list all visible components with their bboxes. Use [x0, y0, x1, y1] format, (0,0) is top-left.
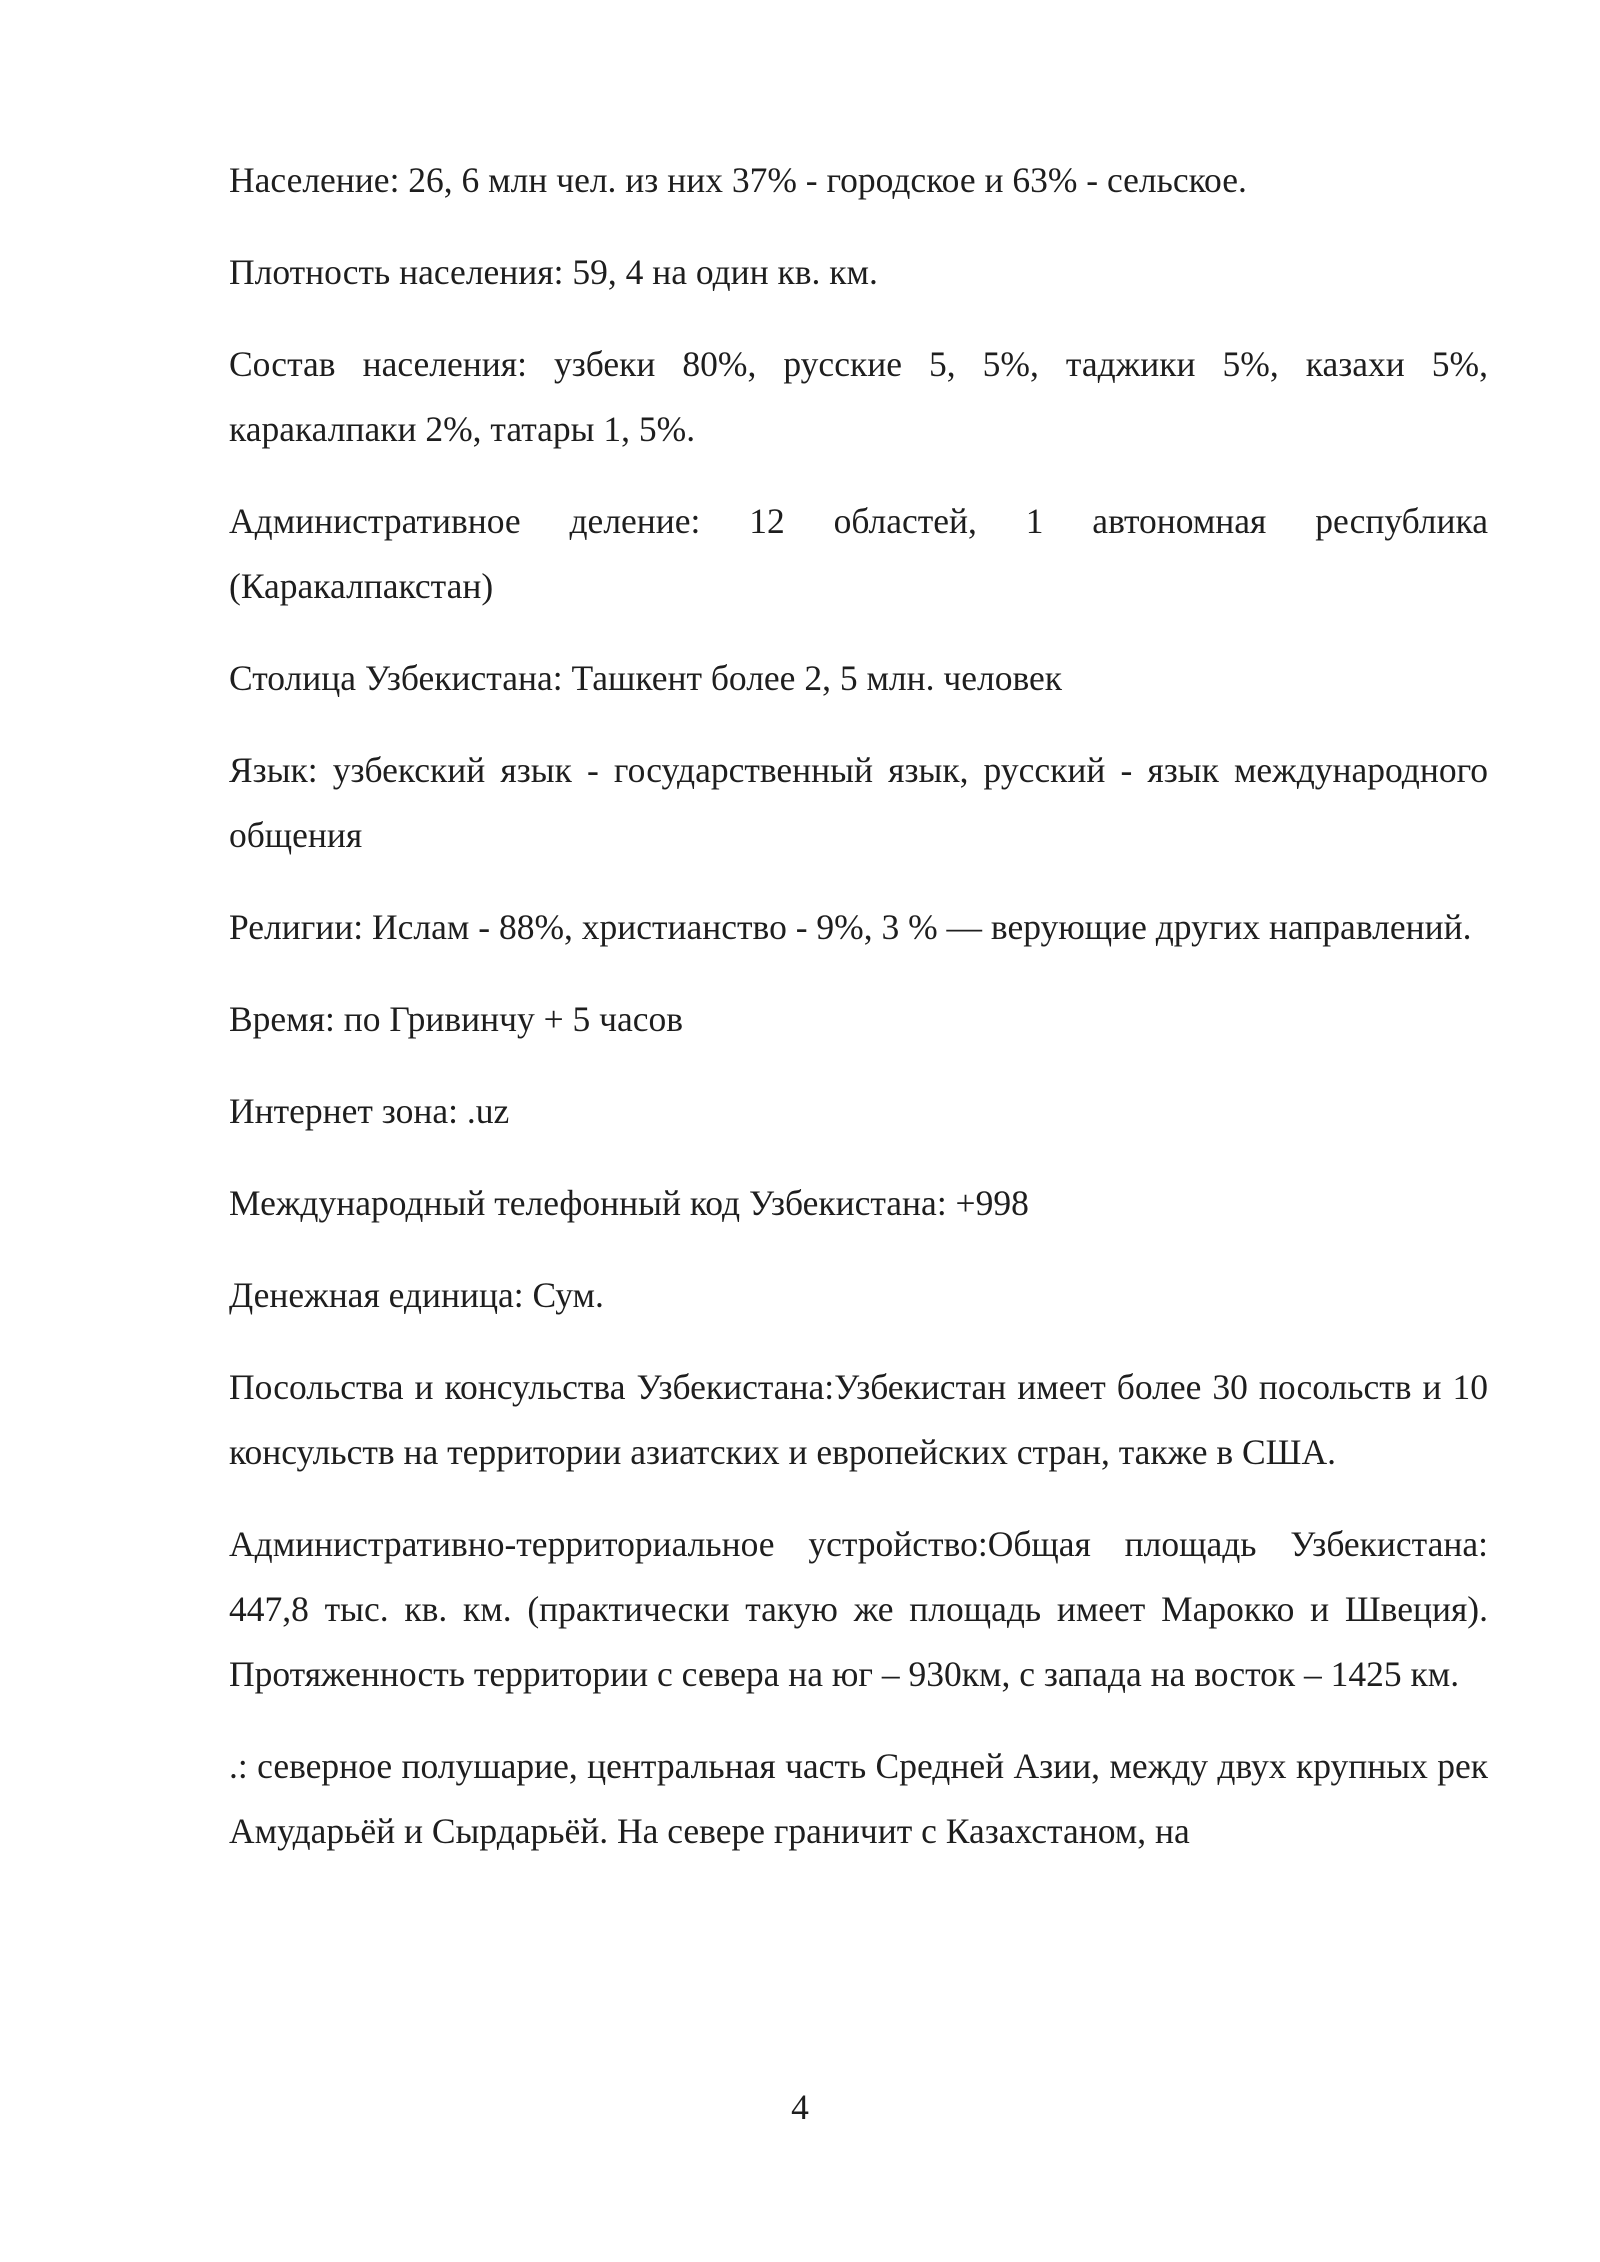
- paragraph-composition: Состав населения: узбеки 80%, русские 5, 5%, таджики 5%, казахи 5%, каракалпаки 2%, татары 1, 5%.: [229, 344, 1488, 449]
- paragraph-embassies: Посольства и консульства Узбекистана:Узбекистан имеет более 30 посольств и 10 консульств на территории азиатских и европейских стран, также в США.: [229, 1367, 1488, 1472]
- paragraph-capital: Столица Узбекистана: Ташкент более 2, 5 млн. человек: [229, 658, 1063, 698]
- paragraph-language: Язык: узбекский язык - государственный язык, русский - язык международного общения: [229, 750, 1488, 855]
- paragraph-religion: Религии: Ислам - 88%, христианство - 9%, 3 % — верующие других направлений.: [229, 907, 1472, 947]
- page-body: [229, 148, 1488, 1891]
- paragraph-density: Плотность населения: 59, 4 на один кв. км.: [229, 252, 878, 292]
- page-number: 4: [791, 2087, 809, 2127]
- paragraph-phone-code: Международный телефонный код Узбекистана: +998: [229, 1183, 1029, 1223]
- paragraph-administrative-division: Административное деление: 12 областей, 1 автономная республика (Каракалпакстан): [229, 501, 1488, 606]
- paragraph-population: Население: 26, 6 млн чел. из них 37% - городское и 63% - сельское.: [229, 160, 1247, 200]
- paragraph-time: Время: по Гривинчу + 5 часов: [229, 999, 684, 1039]
- paragraph-currency: Денежная единица: Сум.: [229, 1275, 604, 1315]
- paragraph-location: .: северное полушарие, центральная часть Средней Азии, между двух крупных рек Амударьёй и Сырдарьёй. На севере граничит с Казахстаном, на: [229, 1746, 1488, 1851]
- paragraph-internet-zone: Интернет зона: .uz: [229, 1091, 510, 1131]
- paragraph-territory: Административно-территориальное устройство:Общая площадь Узбекистана: 447,8 тыс. кв. км. (практически такую же площадь имеет Марокко и Швеция). Протяженность территории с севера на юг – 930км, с запада на восток – 1425 км.: [229, 1524, 1488, 1694]
